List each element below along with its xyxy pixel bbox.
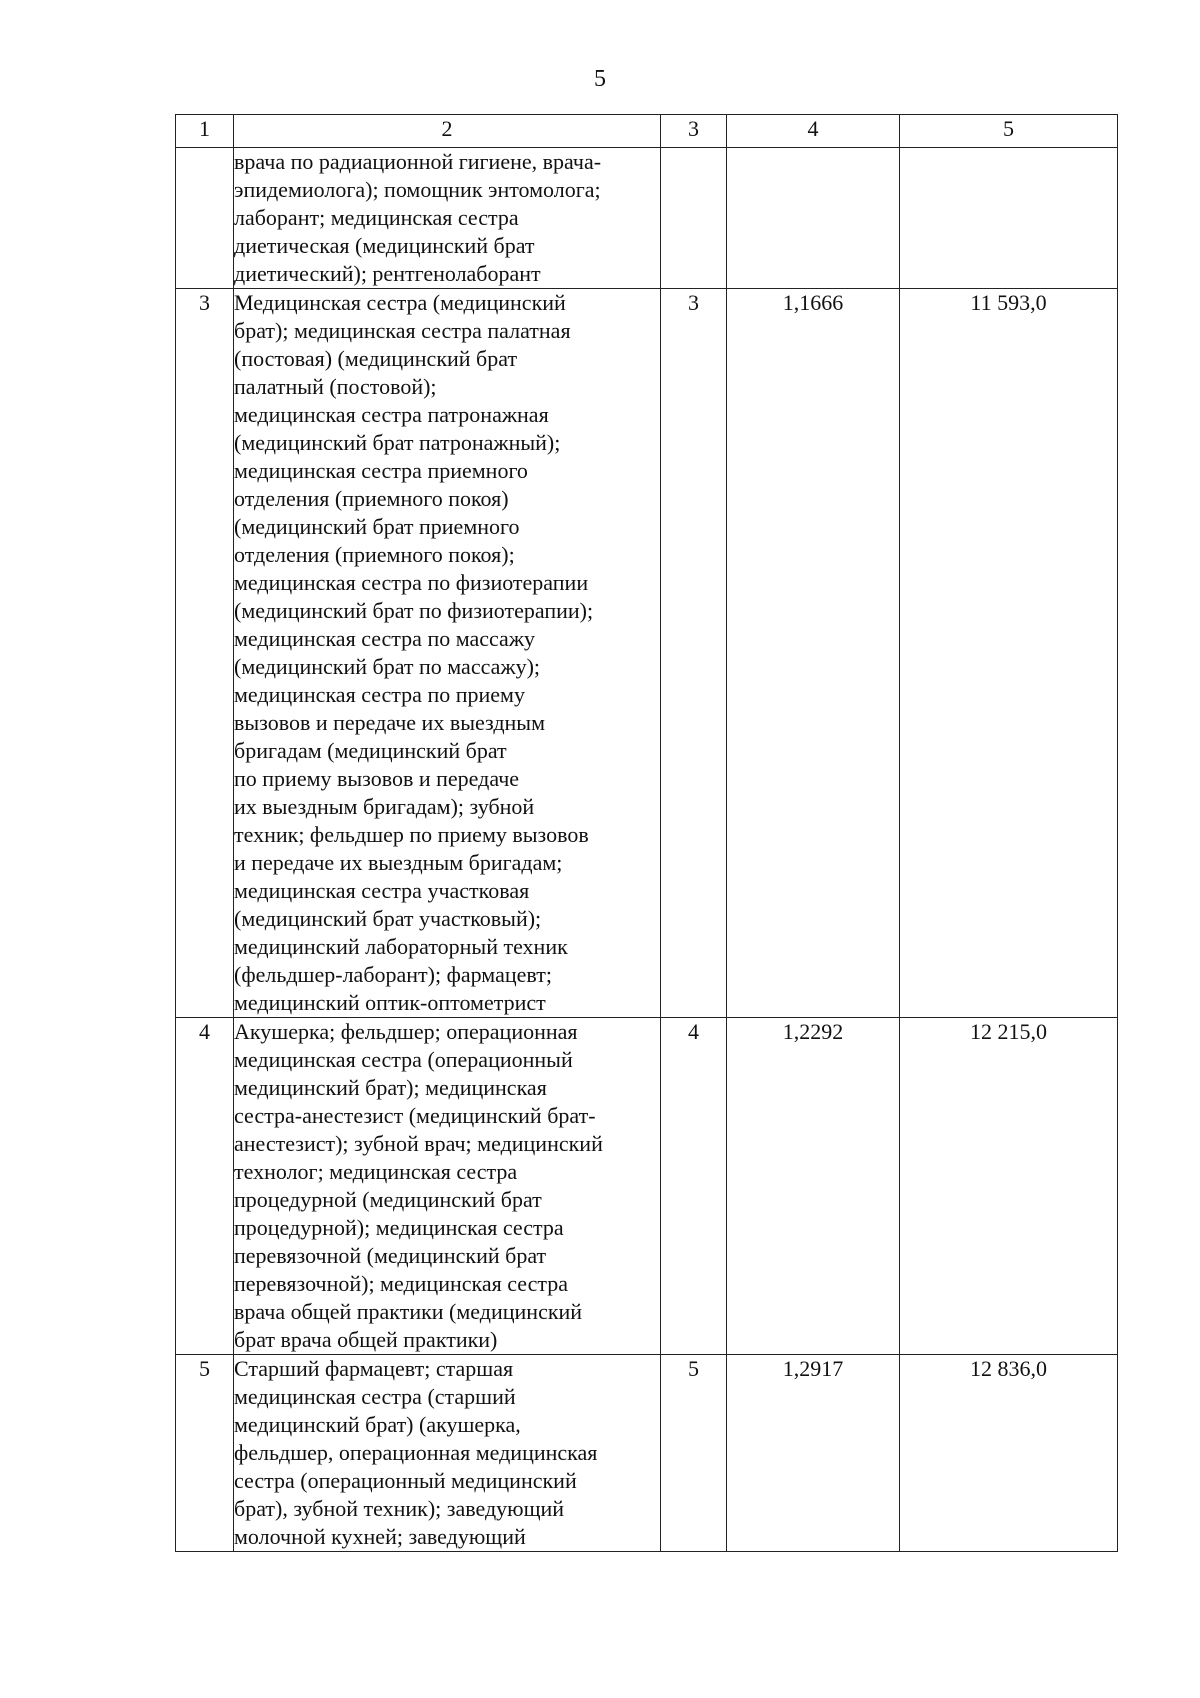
- position-list: [234, 1355, 661, 1552]
- position-line: (медицинский брат по физиотерапии);: [234, 598, 594, 623]
- position-line: (фельдшер-лаборант); фармацевт;: [234, 962, 552, 987]
- position-line: медицинский лабораторный техник: [234, 934, 568, 959]
- salary-table: [175, 114, 1118, 1552]
- position-line: брат); медицинская сестра палатная: [234, 318, 571, 343]
- salary-amount: [900, 148, 1118, 289]
- position-line: медицинская сестра патронажная: [234, 402, 549, 427]
- position-line: брат), зубной техник); заведующий: [234, 1496, 565, 1521]
- column-header-1: 1: [176, 115, 234, 148]
- position-line: диетический); рентгенолаборант: [234, 261, 541, 286]
- position-list: [234, 148, 661, 289]
- position-line: медицинская сестра приемного: [234, 458, 528, 483]
- position-line: медицинский брат) (акушерка,: [234, 1412, 521, 1437]
- row-number: 4: [176, 1018, 234, 1355]
- table-row: [176, 1018, 1118, 1355]
- position-line: анестезист); зубной врач; медицинский: [234, 1131, 603, 1156]
- position-line: Старший фармацевт; старшая: [234, 1356, 514, 1381]
- column-header-5: 5: [900, 115, 1118, 148]
- position-line: фельдшер, операционная медицинская: [234, 1440, 598, 1465]
- position-line: сестра (операционный медицинский: [234, 1468, 577, 1493]
- position-line: бригадам (медицинский брат: [234, 738, 507, 763]
- position-line: процедурной (медицинский брат: [234, 1187, 542, 1212]
- position-line: медицинская сестра по физиотерапии: [234, 570, 589, 595]
- position-line: (медицинский брат патронажный);: [234, 430, 561, 455]
- column-header-4: 4: [727, 115, 900, 148]
- qualification-level: 4: [661, 1018, 727, 1355]
- position-line: (медицинский брат по массажу);: [234, 654, 541, 679]
- table-row: [176, 148, 1118, 289]
- position-line: медицинская сестра по приему: [234, 682, 525, 707]
- position-line: технолог; медицинская сестра: [234, 1159, 518, 1184]
- position-line: палатный (постовой);: [234, 374, 437, 399]
- column-header-3: 3: [661, 115, 727, 148]
- position-line: перевязочной); медицинская сестра: [234, 1271, 569, 1296]
- row-number: 3: [176, 289, 234, 1018]
- position-line: медицинская сестра (старший: [234, 1384, 516, 1409]
- position-line: сестра-анестезист (медицинский брат-: [234, 1103, 596, 1128]
- column-header-2: 2: [234, 115, 661, 148]
- position-line: вызовов и передаче их выездным: [234, 710, 545, 735]
- row-number: 5: [176, 1355, 234, 1552]
- position-list: [234, 1018, 661, 1355]
- position-line: медицинский оптик-оптометрист: [234, 990, 546, 1015]
- position-line: отделения (приемного покоя): [234, 486, 509, 511]
- position-line: процедурной); медицинская сестра: [234, 1215, 564, 1240]
- position-line: медицинский брат); медицинская: [234, 1075, 547, 1100]
- table-header: [176, 115, 1118, 148]
- position-line: отделения (приемного покоя);: [234, 542, 515, 567]
- position-line: (постовая) (медицинский брат: [234, 346, 518, 371]
- position-line: (медицинский брат участковый);: [234, 906, 542, 931]
- position-line: диетическая (медицинский брат: [234, 233, 535, 258]
- position-line: молочной кухней; заведующий: [234, 1524, 526, 1549]
- page-number: 5: [594, 66, 606, 92]
- position-line: эпидемиолога); помощник энтомолога;: [234, 177, 601, 202]
- position-line: Медицинская сестра (медицинский: [234, 290, 566, 315]
- table-body: [176, 148, 1118, 1552]
- position-line: их выездным бригадам); зубной: [234, 794, 535, 819]
- salary-amount: 12 215,0: [900, 1018, 1118, 1355]
- position-line: и передаче их выездным бригадам;: [234, 850, 563, 875]
- position-line: брат врача общей практики): [234, 1327, 498, 1352]
- position-line: медицинская сестра участковая: [234, 878, 530, 903]
- position-line: медицинская сестра по массажу: [234, 626, 536, 651]
- position-line: лаборант; медицинская сестра: [234, 205, 519, 230]
- coefficient: 1,1666: [727, 289, 900, 1018]
- position-line: врача общей практики (медицинский: [234, 1299, 583, 1324]
- position-line: медицинская сестра (операционный: [234, 1047, 573, 1072]
- qualification-level: 3: [661, 289, 727, 1018]
- qualification-level: [661, 148, 727, 289]
- salary-amount: 11 593,0: [900, 289, 1118, 1018]
- position-list: [234, 289, 661, 1018]
- position-line: перевязочной (медицинский брат: [234, 1243, 547, 1268]
- table-row: [176, 1355, 1118, 1552]
- coefficient: 1,2292: [727, 1018, 900, 1355]
- table-row: [176, 289, 1118, 1018]
- row-number: [176, 148, 234, 289]
- position-line: врача по радиационной гигиене, врача-: [234, 149, 602, 174]
- coefficient: 1,2917: [727, 1355, 900, 1552]
- position-line: техник; фельдшер по приему вызовов: [234, 822, 589, 847]
- position-line: по приему вызовов и передаче: [234, 766, 520, 791]
- position-line: (медицинский брат приемного: [234, 514, 520, 539]
- coefficient: [727, 148, 900, 289]
- salary-amount: 12 836,0: [900, 1355, 1118, 1552]
- qualification-level: 5: [661, 1355, 727, 1552]
- position-line: Акушерка; фельдшер; операционная: [234, 1019, 578, 1044]
